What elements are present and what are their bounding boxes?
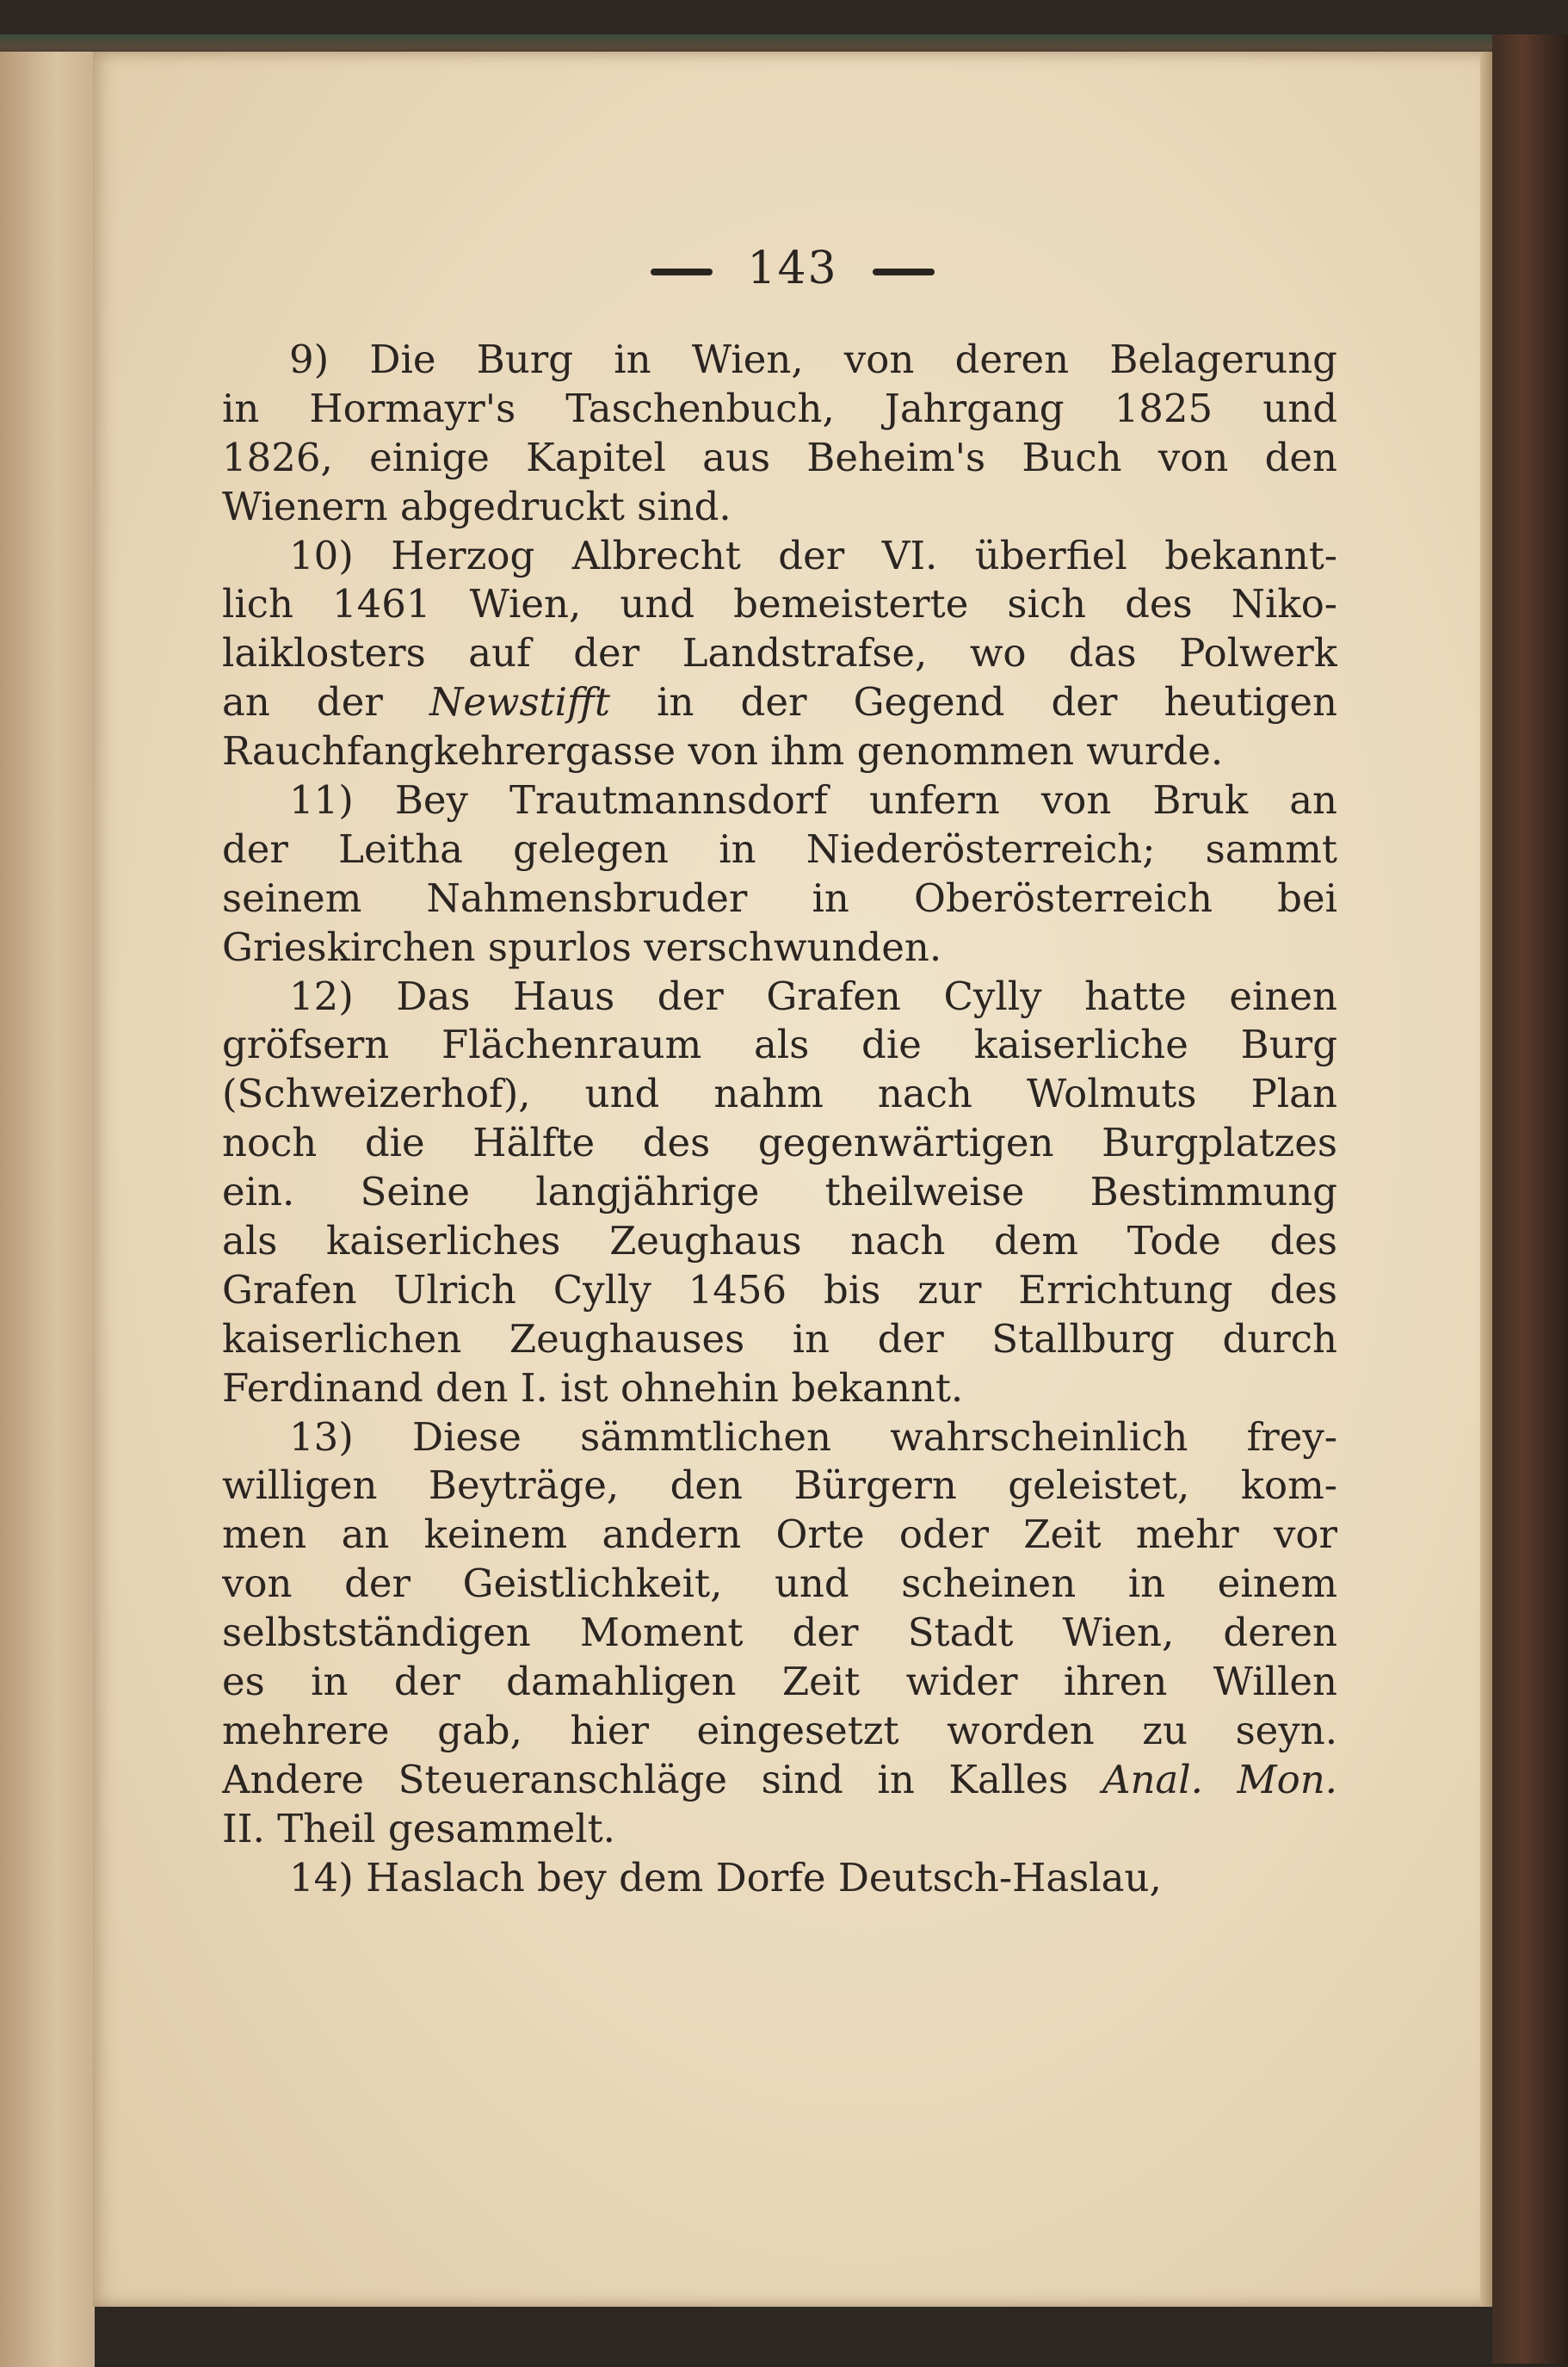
- facing-page-edge: [0, 52, 95, 2367]
- note-10-italic-term: Newstifft: [429, 679, 610, 726]
- note-13-line: [222, 1756, 1337, 1805]
- note-13-line: II. Theil gesammelt.: [222, 1805, 615, 1851]
- note-12-line: 12) Das Haus der Grafen Cylly hatte einen: [289, 973, 1337, 1019]
- note-11-line: seinem Nahmensbruder in Oberösterreich bei: [222, 874, 1337, 921]
- note-10-text: in der Gegend der heutigen: [610, 679, 1337, 726]
- note-13-line: von der Geistlichkeit, und scheinen in einem: [222, 1560, 1337, 1607]
- note-13-line: men an keinem andern Orte oder Zeit mehr vor: [222, 1511, 1337, 1558]
- note-12-line: kaiserlichen Zeughauses in der Stallburg durch: [222, 1315, 1337, 1362]
- note-12-line: Grafen Ulrich Cylly 1456 bis zur Errichtung des: [222, 1266, 1337, 1313]
- note-13-line: mehrere gab, hier eingesetzt worden zu seyn.: [222, 1707, 1337, 1753]
- book-page: [93, 52, 1492, 2307]
- note-13-line: willigen Beyträge, den Bürgern geleistet, kom-: [222, 1462, 1337, 1509]
- note-12-line: Ferdinand den I. ist ohnehin bekannt.: [222, 1364, 964, 1411]
- note-13-line: 13) Diese sämmtlichen wahrscheinlich frey-: [289, 1413, 1337, 1460]
- page-number: 143: [747, 243, 838, 294]
- note-9-line: Wienern abgedruckt sind.: [222, 483, 732, 529]
- header-dash-left: [651, 269, 713, 275]
- note-11-line: der Leitha gelegen in Niederösterreich; sammt: [222, 825, 1337, 872]
- page-edge: [1480, 52, 1492, 2307]
- note-10-line: 10) Herzog Albrecht der VI. überfiel bekannt-: [289, 532, 1337, 578]
- note-13-text: Andere Steueranschläge sind in Kalles: [222, 1756, 1102, 1802]
- note-14-line: 14) Haslach bey dem Dorfe Deutsch-Haslau,: [289, 1854, 1162, 1900]
- note-10-line: laiklosters auf der Landstrafse, wo das Polwerk: [222, 630, 1337, 677]
- note-12-line: ein. Seine langjährige theilweise Bestimmung: [222, 1169, 1337, 1215]
- note-9-line: 1826, einige Kapitel aus Beheim's Buch von den: [222, 434, 1337, 480]
- header-dash-right: [873, 269, 935, 275]
- note-10-text: an der: [222, 679, 429, 726]
- note-9-line: 9) Die Burg in Wien, von deren Belagerung: [289, 337, 1337, 382]
- note-12-line: als kaiserliches Zeughaus nach dem Tode des: [222, 1218, 1337, 1264]
- footnotes-text: [222, 336, 1337, 1903]
- note-12-line: gröfsern Flächenraum als die kaiserliche Burg: [222, 1022, 1337, 1068]
- note-11-line: Grieskirchen spurlos verschwunden.: [222, 924, 942, 970]
- note-10-line: Rauchfangkehrergasse von ihm genommen wurde.: [222, 728, 1224, 775]
- note-13-line: selbstständigen Moment der Stadt Wien, deren: [222, 1610, 1337, 1656]
- note-12-line: noch die Hälfte des gegenwärtigen Burgplatzes: [222, 1120, 1337, 1166]
- note-10-line: lich 1461 Wien, und bemeisterte sich des Niko-: [222, 581, 1337, 627]
- page-header: [93, 243, 1492, 294]
- note-12-line: (Schweizerhof), und nahm nach Wolmuts Plan: [222, 1071, 1337, 1117]
- note-10-line: [222, 678, 1337, 727]
- note-13-line: es in der damahligen Zeit wider ihren Willen: [222, 1659, 1337, 1705]
- note-9-line: in Hormayr's Taschenbuch, Jahrgang 1825 und: [222, 385, 1337, 431]
- note-11-line: 11) Bey Trautmannsdorf unfern von Bruk an: [289, 777, 1337, 824]
- book-cover-edge: [1492, 34, 1568, 2364]
- note-13-italic-title: Anal. Mon.: [1102, 1756, 1337, 1802]
